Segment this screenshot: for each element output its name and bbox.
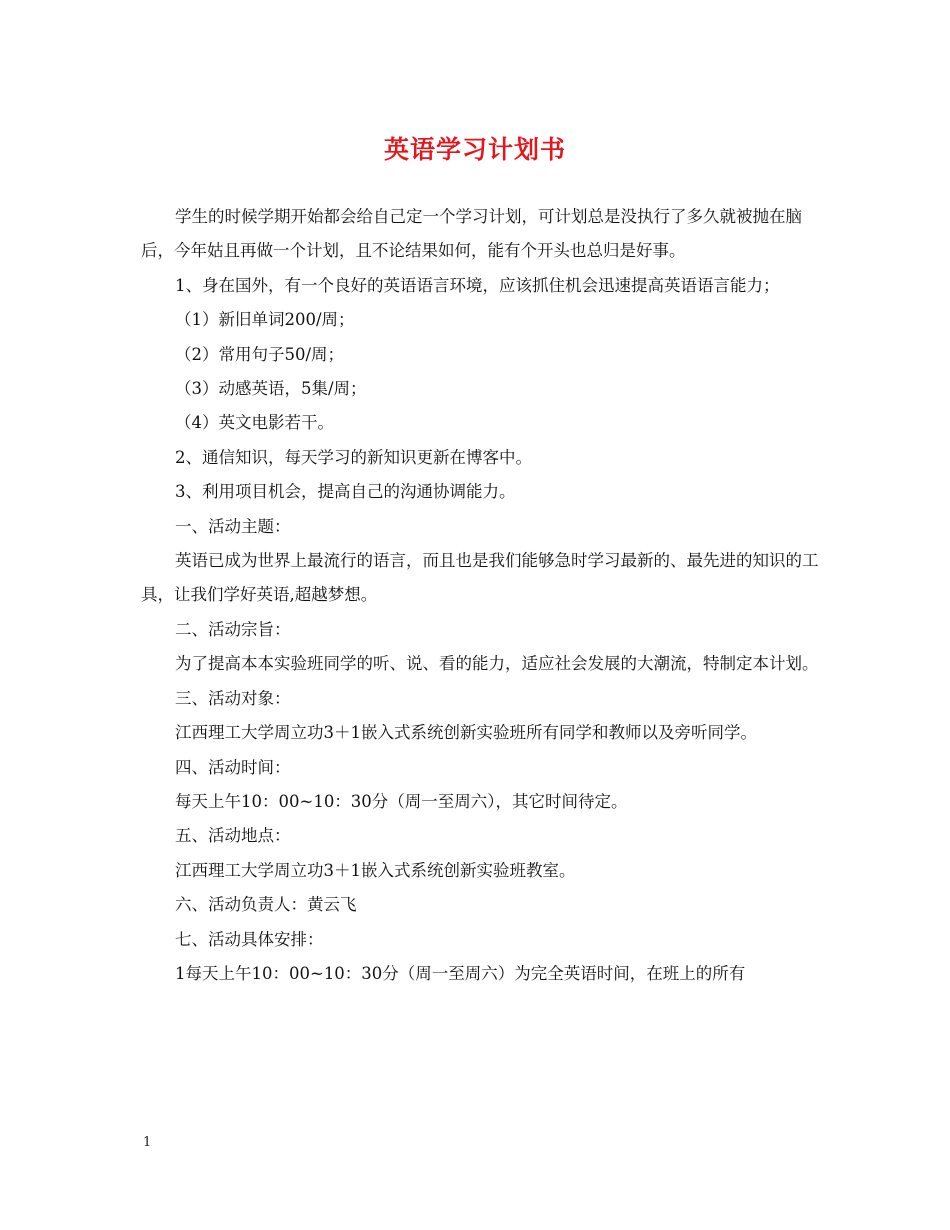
paragraph-time: 每天上午10：00~10：30分（周一至周六），其它时间待定。	[175, 791, 628, 811]
section-heading-purpose: 二、活动宗旨：	[175, 619, 291, 639]
paragraph-subitem-4: （4）英文电影若干。	[175, 413, 334, 433]
section-heading-location: 五、活动地点：	[175, 826, 291, 846]
section-heading-owner: 六、活动负责人：黄云飞	[175, 895, 357, 915]
paragraph-intro: 学生的时候学期开始都会给自己定一个学习计划，可计划总是没执行了多久就被抛在脑后，今年姑且再做一个计划，且不论结果如何，能有个开头也总归是好事。	[141, 207, 802, 261]
section-heading-theme: 一、活动主题：	[175, 516, 291, 536]
document-title: 英语学习计划书	[383, 135, 566, 164]
paragraph-item-2: 2、通信知识，每天学习的新知识更新在博客中。	[175, 447, 532, 467]
paragraph-arrangement-1: 1每天上午10：00~10：30分（周一至周六）为完全英语时间，在班上的所有	[175, 963, 746, 983]
paragraph-subitem-3: （3）动感英语，5集/周；	[175, 379, 367, 399]
paragraph-theme: 英语已成为世界上最流行的语言，而且也是我们能够急时学习最新的、最先进的知识的工具，让我们学好英语,超越梦想。	[141, 551, 819, 605]
document-body	[141, 200, 821, 991]
paragraph-purpose: 为了提高本本实验班同学的听、说、看的能力，适应社会发展的大潮流，特制定本计划。	[175, 654, 819, 674]
paragraph-audience: 江西理工大学周立功3＋1嵌入式系统创新实验班所有同学和教师以及旁听同学。	[175, 723, 757, 743]
section-heading-arrangement: 七、活动具体安排：	[175, 929, 324, 949]
paragraph-subitem-1: （1）新旧单词200/周；	[175, 310, 355, 330]
section-heading-time: 四、活动时间：	[175, 757, 291, 777]
section-heading-audience: 三、活动对象：	[175, 688, 291, 708]
paragraph-location: 江西理工大学周立功3＋1嵌入式系统创新实验班教室。	[175, 860, 576, 880]
paragraph-subitem-2: （2）常用句子50/周；	[175, 344, 345, 364]
paragraph-item-3: 3、利用项目机会，提高自己的沟通协调能力。	[175, 482, 516, 502]
paragraph-item-1: 1、身在国外，有一个良好的英语语言环境，应该抓住机会迅速提高英语语言能力；	[175, 275, 780, 295]
page-number: 1	[143, 1135, 152, 1150]
